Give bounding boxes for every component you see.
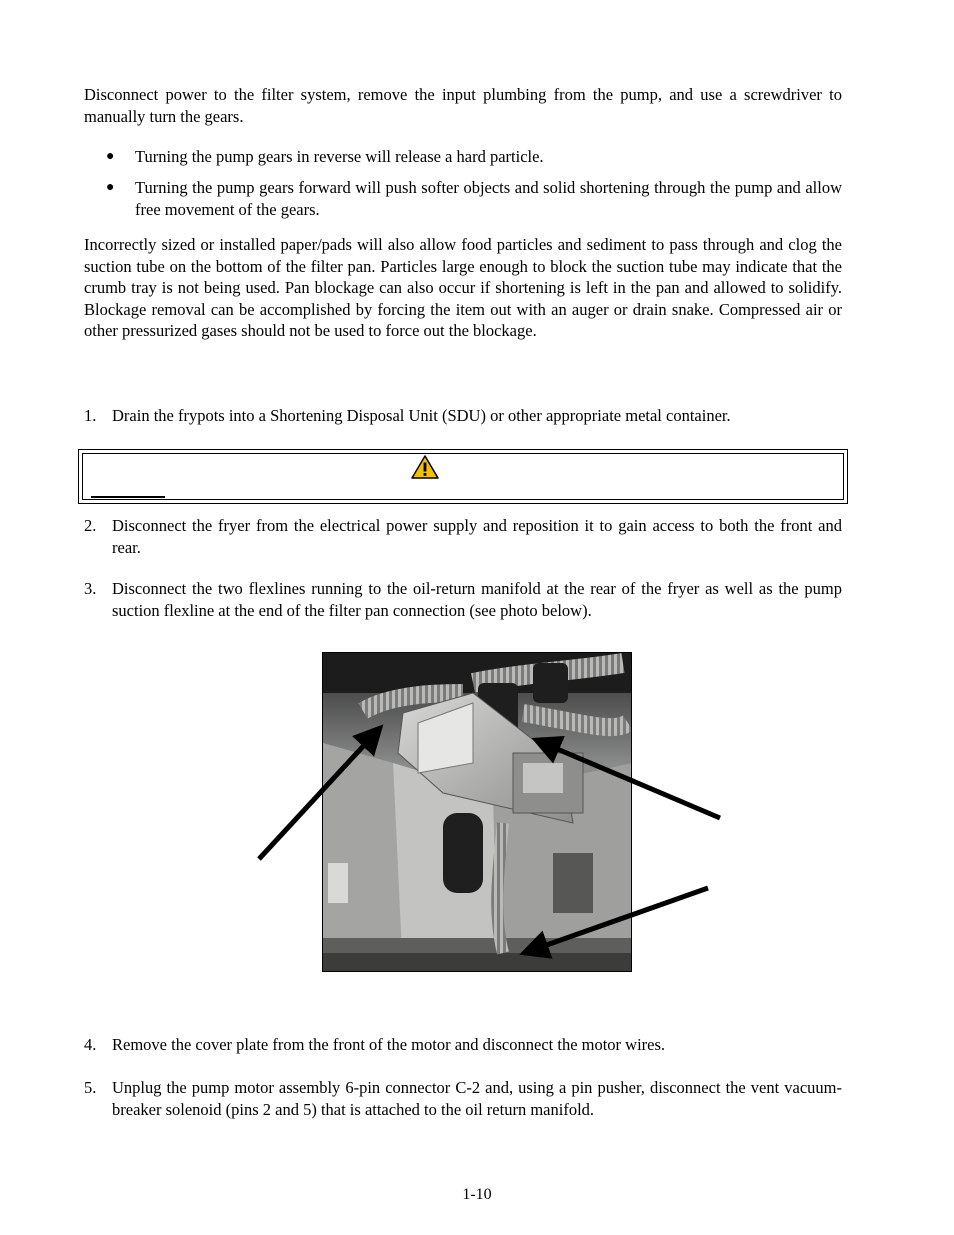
step-number: 2. bbox=[84, 516, 97, 535]
step-text: Drain the frypots into a Shortening Disposal Unit (SDU) or other appropriate metal container. bbox=[112, 406, 731, 425]
step-item bbox=[84, 578, 842, 621]
bullet-item bbox=[84, 177, 842, 220]
step-text: Disconnect the fryer from the electrical power supply and reposition it to gain access to both the front and rear. bbox=[112, 516, 842, 557]
step-text: Remove the cover plate from the front of the motor and disconnect the motor wires. bbox=[112, 1035, 666, 1054]
page-number: 1-10 bbox=[462, 1186, 492, 1203]
intro-paragraph: Disconnect power to the filter system, remove the input plumbing from the pump, and use a screwdriver to manually turn the gears. bbox=[84, 85, 842, 126]
step-item bbox=[84, 515, 842, 558]
blockage-paragraph: Incorrectly sized or installed paper/pads will also allow food particles and sediment to pass through and clog the suction tube on the bottom of the filter pan. Particles large enough to block the suction tube may indicate that the crumb tray is not being used. Pan blockage can also occur if shortening is left in the pan and allowed to solidify. Blockage removal can be accomplished by forcing the item out with an auger or drain snake. Compressed air or other pressurized gases should not be used to force out the blockage. bbox=[84, 235, 842, 341]
step-number: 1. bbox=[84, 406, 97, 425]
warning-box-inner-border bbox=[82, 453, 844, 500]
bullet-item bbox=[84, 146, 842, 168]
warning-box bbox=[78, 449, 848, 504]
step-item bbox=[84, 1034, 842, 1056]
step-number: 3. bbox=[84, 579, 97, 598]
bullet-text: Turning the pump gears forward will push softer objects and solid shortening through the pump and allow free movement of the gears. bbox=[135, 178, 842, 219]
warning-label-underline bbox=[91, 496, 165, 498]
step-text: Unplug the pump motor assembly 6-pin connector C-2 and, using a pin pusher, disconnect the vent vacuum-breaker solenoid (pins 2 and 5) that is attached to the oil return manifold. bbox=[112, 1078, 842, 1119]
step-number: 4. bbox=[84, 1035, 97, 1054]
bullet-dot-icon: ● bbox=[106, 149, 115, 164]
bullet-text: Turning the pump gears in reverse will release a hard particle. bbox=[135, 147, 544, 166]
warning-triangle-icon bbox=[411, 455, 439, 479]
step-item bbox=[84, 405, 842, 427]
step-number: 5. bbox=[84, 1078, 97, 1097]
step-item bbox=[84, 1077, 842, 1120]
step-text: Disconnect the two flexlines running to the oil-return manifold at the rear of the fryer as well as the pump suction flexline at the end of the filter pan connection (see photo below). bbox=[112, 579, 842, 620]
pump-flexline-photo bbox=[322, 652, 632, 972]
bullet-dot-icon: ● bbox=[106, 180, 115, 195]
photo-illustration bbox=[323, 653, 632, 972]
